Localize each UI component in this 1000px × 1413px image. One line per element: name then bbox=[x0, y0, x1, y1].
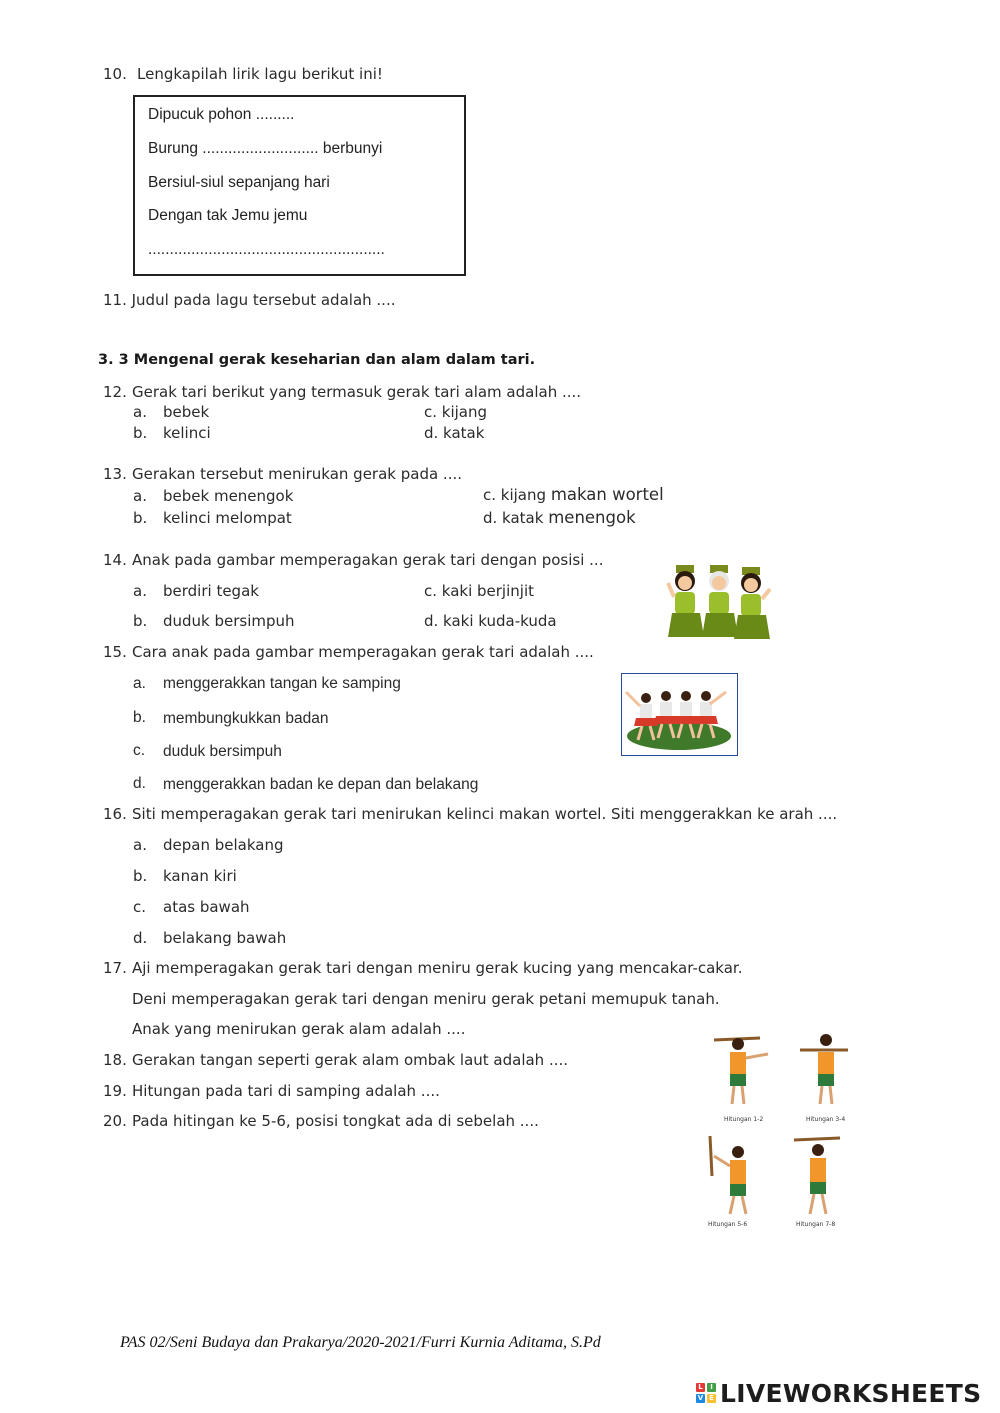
option-letter: a. bbox=[133, 836, 147, 854]
q13-text: Gerakan tersebut menirukan gerak pada .... bbox=[132, 465, 463, 483]
q17-line: Aji memperagakan gerak tari dengan meniru gerak kucing yang mencakar-cakar. bbox=[132, 959, 743, 977]
option-text: d. kaki kuda-kuda bbox=[424, 612, 557, 630]
option-text: c. kaki berjinjit bbox=[424, 582, 534, 600]
lyric-line: ....................................................... bbox=[148, 241, 385, 258]
option-letter: b. bbox=[133, 612, 148, 630]
q12-number: 12. bbox=[103, 383, 127, 401]
option-text: d. katak bbox=[483, 509, 544, 527]
option-letter: b. bbox=[133, 709, 146, 726]
q17-number: 17. bbox=[103, 959, 127, 977]
q16-number: 16. bbox=[103, 805, 127, 823]
logo-wordmark: LIVEWORKSHEETS bbox=[720, 1378, 982, 1408]
count-caption: Hitungan 1-2 bbox=[724, 1116, 764, 1123]
option-letter: a. bbox=[133, 675, 146, 692]
q10-number: 10. bbox=[103, 65, 127, 83]
option-text: bebek menengok bbox=[163, 487, 294, 505]
option-letter: b. bbox=[133, 509, 148, 527]
q17-line: Anak yang menirukan gerak alam adalah .... bbox=[132, 1020, 466, 1038]
q18-text: Gerakan tangan seperti gerak alam ombak laut adalah .... bbox=[132, 1051, 569, 1069]
option-letter: a. bbox=[133, 487, 147, 505]
option-letter: d. bbox=[133, 929, 148, 947]
option-letter: c. bbox=[133, 742, 146, 759]
q14-number: 14. bbox=[103, 551, 127, 569]
section-title: 3. 3 Mengenal gerak keseharian dan alam dalam tari. bbox=[98, 352, 536, 368]
option-text: menggerakkan tangan ke samping bbox=[163, 675, 401, 692]
stick-dance-figure bbox=[702, 1132, 768, 1220]
option-text: d. katak bbox=[424, 424, 485, 442]
q15-number: 15. bbox=[103, 643, 127, 661]
option-text: makan wortel bbox=[550, 485, 664, 504]
option-text: depan belakang bbox=[163, 836, 284, 854]
q11-text: 11. Judul pada lagu tersebut adalah .... bbox=[103, 291, 396, 309]
logo-mark: L I V E bbox=[696, 1383, 716, 1403]
q19-number: 19. bbox=[103, 1082, 127, 1100]
standing-dancers-illustration bbox=[621, 673, 738, 756]
lyric-line: Dipucuk pohon ......... bbox=[148, 106, 295, 123]
q10-text: Lengkapilah lirik lagu berikut ini! bbox=[137, 65, 383, 83]
option-letter: b. bbox=[133, 424, 148, 442]
option-text: atas bawah bbox=[163, 898, 250, 916]
q17-line: Deni memperagakan gerak tari dengan meniru gerak petani memupuk tanah. bbox=[132, 990, 720, 1008]
option-text: kelinci bbox=[163, 424, 211, 442]
seated-dancers-illustration bbox=[666, 563, 772, 643]
option-text: berdiri tegak bbox=[163, 582, 259, 600]
q20-number: 20. bbox=[103, 1112, 127, 1130]
option-text: duduk bersimpuh bbox=[163, 743, 282, 760]
q15-text: Cara anak pada gambar memperagakan gerak tari adalah .... bbox=[132, 643, 594, 661]
option-d bbox=[483, 510, 636, 527]
stick-dance-figure bbox=[798, 1030, 854, 1110]
q14-text: Anak pada gambar memperagakan gerak tari dengan posisi ... bbox=[132, 551, 604, 569]
page-footer: PAS 02/Seni Budaya dan Prakarya/2020-2021/Furri Kurnia Aditama, S.Pd bbox=[120, 1334, 601, 1351]
q16-text: Siti memperagakan gerak tari menirukan kelinci makan wortel. Siti menggerakkan ke arah .... bbox=[132, 805, 838, 823]
liveworksheets-logo bbox=[696, 1378, 981, 1408]
option-letter: d. bbox=[133, 775, 146, 792]
lyric-line: Bersiul-siul sepanjang hari bbox=[148, 174, 330, 191]
option-text: belakang bawah bbox=[163, 929, 287, 947]
stick-dance-figure bbox=[710, 1030, 774, 1110]
option-text: menggerakkan badan ke depan dan belakang bbox=[163, 776, 479, 793]
option-text: membungkukkan badan bbox=[163, 710, 329, 727]
count-caption: Hitungan 5-6 bbox=[708, 1221, 748, 1228]
option-text: kelinci melompat bbox=[163, 509, 292, 527]
q18-number: 18. bbox=[103, 1051, 127, 1069]
q13-number: 13. bbox=[103, 465, 127, 483]
option-text: duduk bersimpuh bbox=[163, 612, 295, 630]
option-text: c. kijang bbox=[424, 403, 488, 421]
q20-text: Pada hitingan ke 5-6, posisi tongkat ada di sebelah .... bbox=[132, 1112, 539, 1130]
q12-text: Gerak tari berikut yang termasuk gerak tari alam adalah .... bbox=[132, 383, 582, 401]
q19-text: Hitungan pada tari di samping adalah .... bbox=[132, 1082, 440, 1100]
option-text: kanan kiri bbox=[163, 867, 237, 885]
option-letter: c. bbox=[133, 898, 147, 916]
lyric-line: Burung ........................... berbunyi bbox=[148, 140, 383, 157]
option-letter: a. bbox=[133, 403, 147, 421]
option-letter: a. bbox=[133, 582, 147, 600]
count-caption: Hitungan 3-4 bbox=[806, 1116, 846, 1123]
lyric-line: Dengan tak Jemu jemu bbox=[148, 207, 308, 224]
option-letter: b. bbox=[133, 867, 148, 885]
option-c bbox=[483, 487, 664, 504]
count-caption: Hitungan 7-8 bbox=[796, 1221, 836, 1228]
stick-dance-figure bbox=[790, 1134, 846, 1220]
lyrics-box bbox=[133, 95, 466, 276]
option-text: bebek bbox=[163, 403, 210, 421]
option-text: menengok bbox=[548, 508, 636, 527]
option-text: c. kijang bbox=[483, 486, 547, 504]
